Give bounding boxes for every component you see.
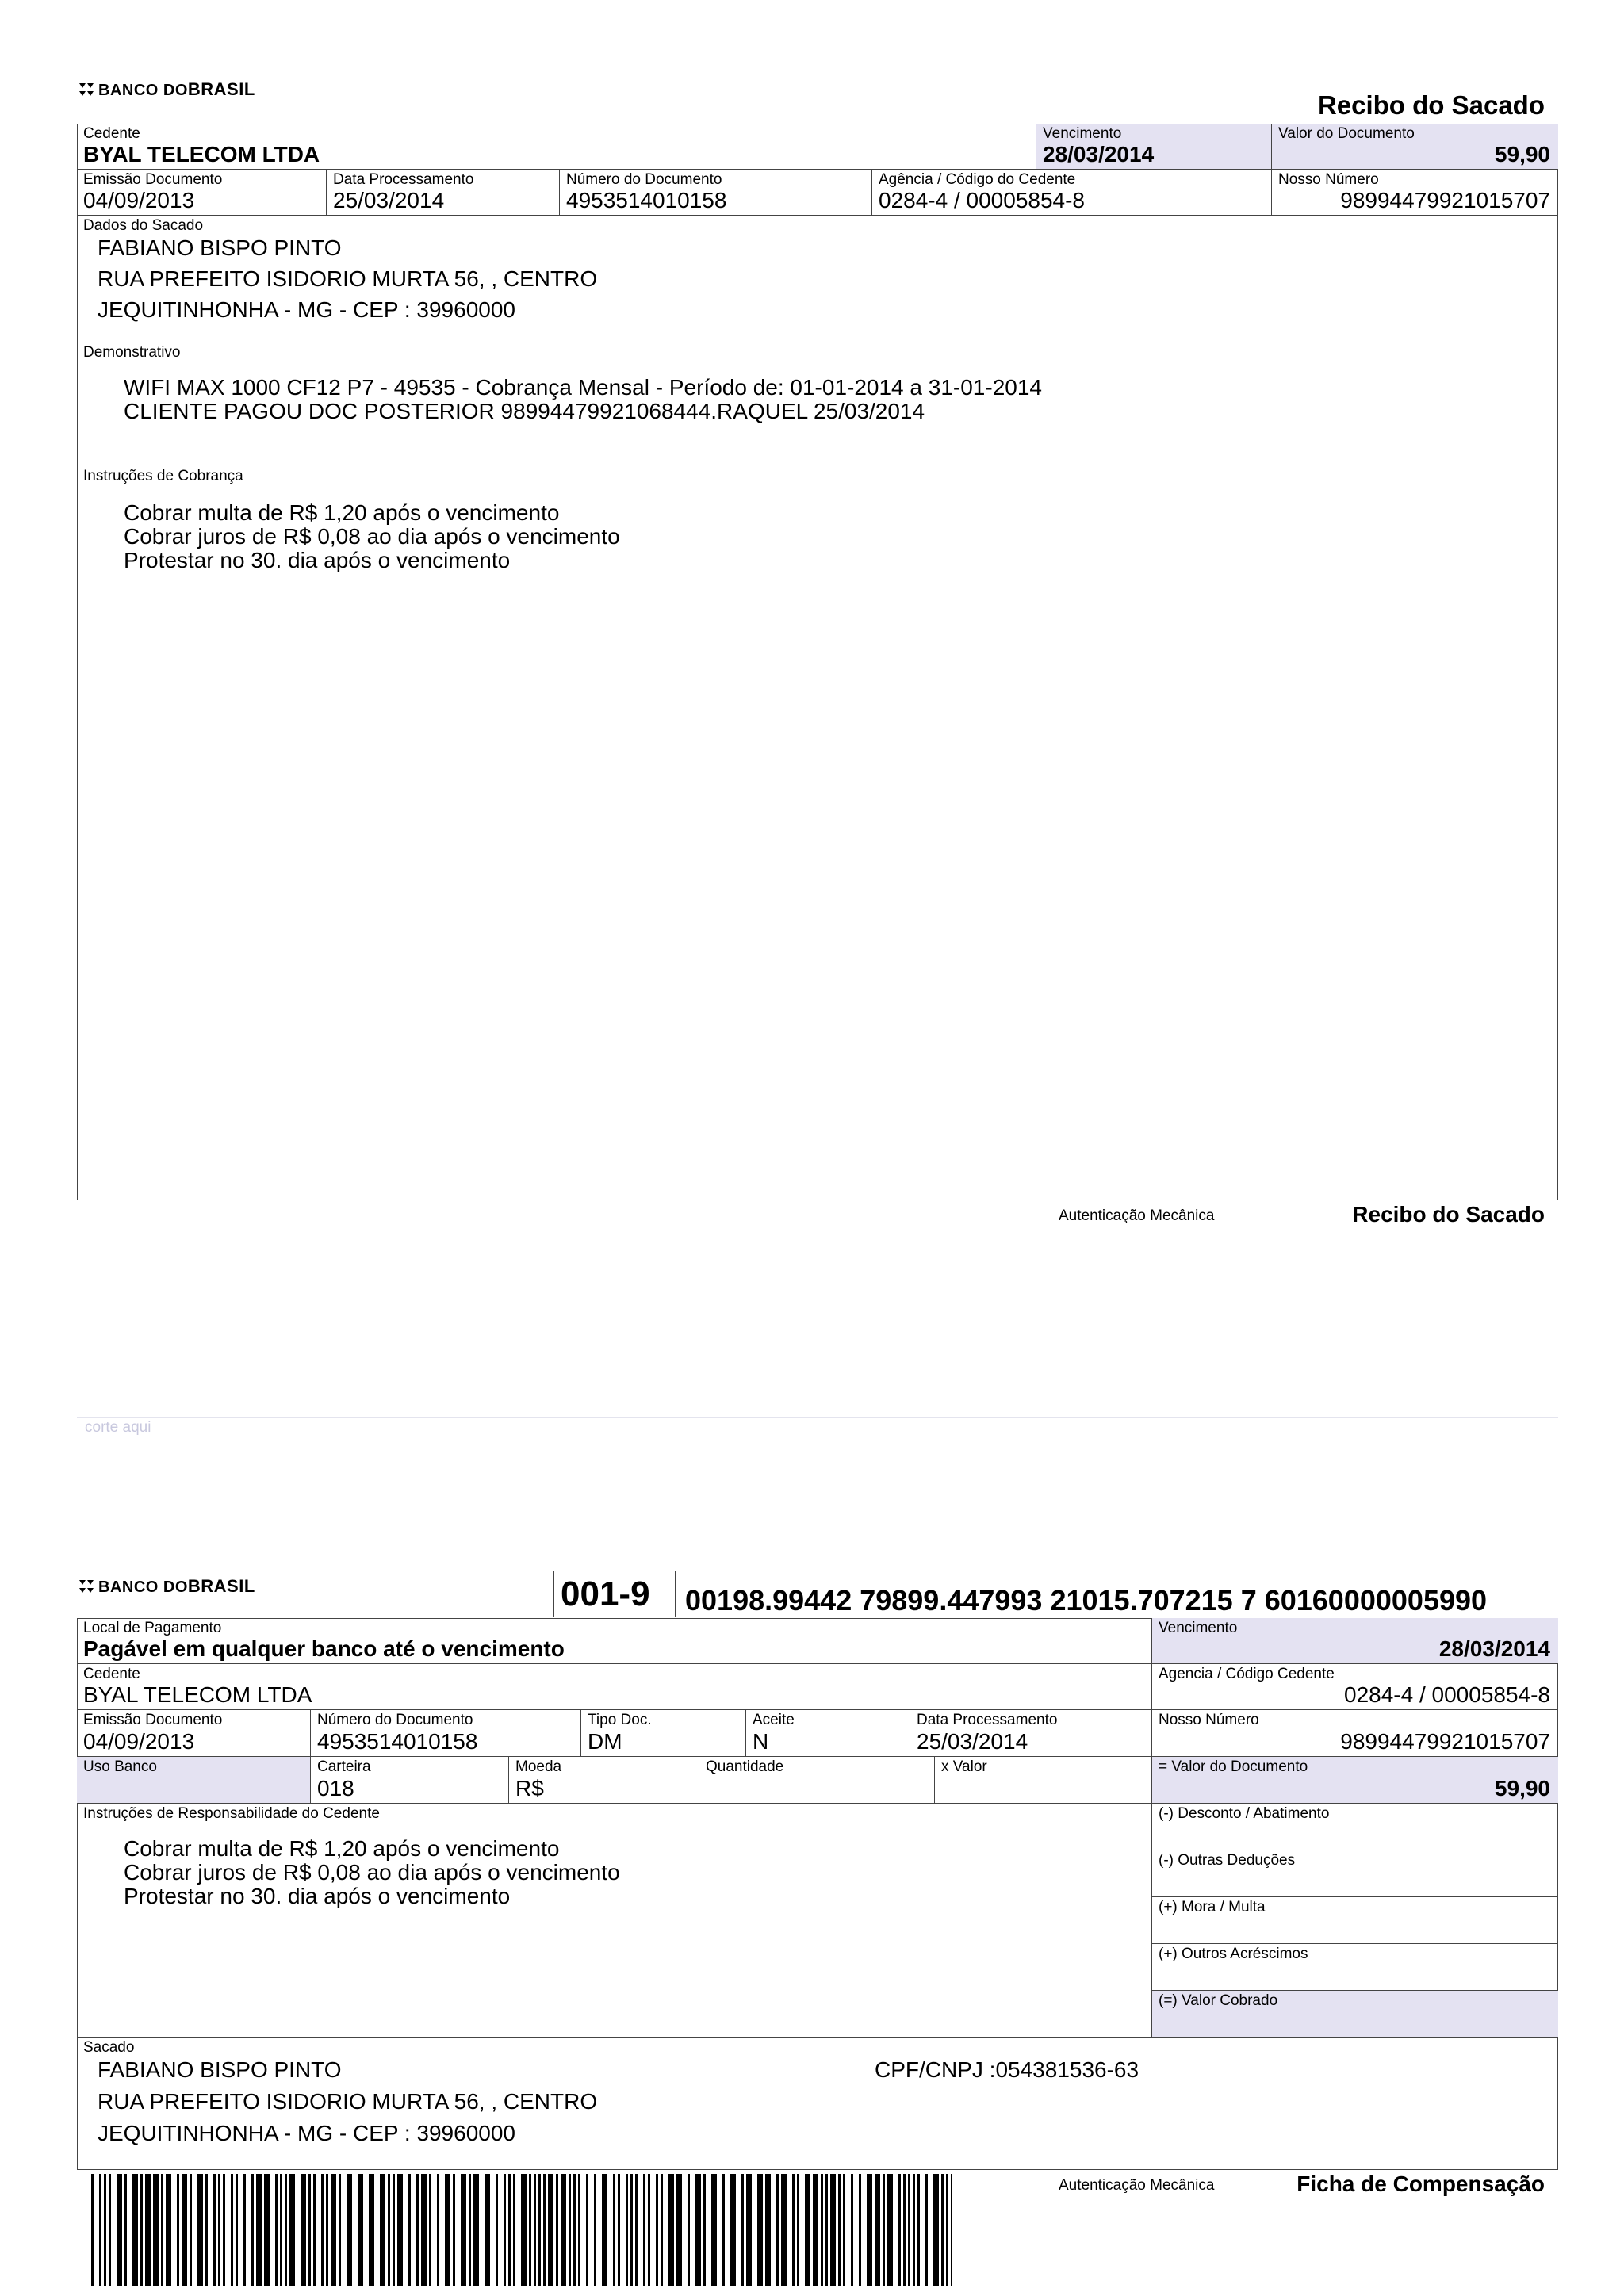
barcode-bar bbox=[843, 2174, 845, 2286]
barcode-bar bbox=[917, 2174, 920, 2286]
agencia-value: 0284-4 / 00005854-8 bbox=[879, 188, 1085, 212]
slip-local-cell bbox=[77, 1618, 1152, 1664]
barcode-bar bbox=[429, 2174, 431, 2286]
instrucao-line: Cobrar multa de R$ 1,20 após o vencimento bbox=[124, 500, 560, 525]
slip-valor-cell bbox=[1152, 1757, 1558, 1804]
barcode-bar bbox=[104, 2174, 106, 2286]
barcode-bar bbox=[941, 2174, 944, 2286]
barcode-bar bbox=[586, 2174, 588, 2286]
barcode-bar bbox=[635, 2174, 638, 2286]
valor-value: 59,90 bbox=[1494, 142, 1550, 166]
slip-nosso-cell bbox=[1152, 1710, 1558, 1757]
bank-name-part1: BANCO DO bbox=[98, 1578, 188, 1596]
cut-label: corte aqui bbox=[85, 1419, 151, 1436]
bank-logo bbox=[78, 79, 255, 100]
barcode-bar bbox=[308, 2174, 311, 2286]
nosso-value: 98994479921015707 bbox=[1340, 188, 1550, 212]
cedente-value: BYAL TELECOM LTDA bbox=[83, 142, 320, 166]
barcode-bar bbox=[538, 2174, 541, 2286]
barcode-bar bbox=[140, 2174, 143, 2286]
processamento-value: 25/03/2014 bbox=[333, 188, 445, 212]
bank-code: 001-9 bbox=[561, 1575, 650, 1613]
barcode-bar bbox=[453, 2174, 455, 2286]
barcode-bar bbox=[569, 2174, 571, 2286]
barcode-bar bbox=[326, 2174, 328, 2286]
barcode-bar bbox=[275, 2174, 278, 2286]
barcode-bar bbox=[397, 2174, 403, 2286]
slip-deducoes-cell bbox=[1152, 1850, 1558, 1897]
barcode-bar bbox=[695, 2174, 701, 2286]
barcode-bar bbox=[867, 2174, 872, 2286]
barcode-bar bbox=[231, 2174, 233, 2286]
receipt-sacado-cell bbox=[77, 216, 1558, 342]
barcode-bar bbox=[630, 2174, 633, 2286]
barcode-bar bbox=[730, 2174, 736, 2286]
barcode-bar bbox=[190, 2174, 192, 2286]
slip-tipo-cell bbox=[581, 1710, 746, 1757]
barcode-bar bbox=[903, 2174, 906, 2286]
slip-cobrado-cell bbox=[1152, 1991, 1558, 2038]
barcode-bar bbox=[177, 2174, 179, 2286]
sacado-label: Dados do Sacado bbox=[83, 217, 204, 234]
processamento-label: Data Processamento bbox=[333, 171, 474, 188]
receipt-agencia-cell bbox=[872, 170, 1272, 216]
barcode-bar bbox=[543, 2174, 546, 2286]
barcode-bar bbox=[218, 2174, 220, 2286]
barcode-bar bbox=[496, 2174, 498, 2286]
slip-moeda-cell bbox=[509, 1757, 699, 1804]
barcode-bar bbox=[676, 2174, 682, 2286]
sacado-city: JEQUITINHONHA - MG - CEP : 39960000 bbox=[98, 2121, 515, 2145]
barcode-bar bbox=[313, 2174, 316, 2286]
barcode-bar bbox=[99, 2174, 102, 2286]
barcode-bar bbox=[445, 2174, 450, 2286]
barcode-bar bbox=[280, 2174, 282, 2286]
cedente-label: Cedente bbox=[83, 125, 140, 142]
sacado-label: Sacado bbox=[83, 2039, 135, 2056]
instrucao-line: Cobrar multa de R$ 1,20 após o vencimento bbox=[124, 1836, 560, 1861]
barcode-bar bbox=[285, 2174, 287, 2286]
sacado-address: RUA PREFEITO ISIDORIO MURTA 56, , CENTRO bbox=[98, 2089, 598, 2114]
xvalor-label: x Valor bbox=[941, 1758, 987, 1775]
slip-xvalor-cell bbox=[935, 1757, 1152, 1804]
barcode-bar bbox=[556, 2174, 558, 2286]
bank-brand-icon bbox=[78, 1578, 95, 1594]
barcode-bar bbox=[124, 2174, 127, 2286]
receipt-cedente-cell bbox=[77, 124, 1036, 170]
slip-quantidade-cell bbox=[699, 1757, 935, 1804]
barcode-bar bbox=[513, 2174, 515, 2286]
slip-mora-cell bbox=[1152, 1897, 1558, 1944]
barcode-bar bbox=[602, 2174, 607, 2286]
processamento-value: 25/03/2014 bbox=[917, 1729, 1028, 1754]
barcode-bar bbox=[797, 2174, 799, 2286]
slip-carteira-cell bbox=[311, 1757, 509, 1804]
barcode-bar bbox=[223, 2174, 225, 2286]
linha-digitavel: 00198.99442 79899.447993 21015.707215 7 60160000005990 bbox=[685, 1584, 1488, 1617]
vencimento-label: Vencimento bbox=[1043, 125, 1122, 142]
barcode-bar bbox=[908, 2174, 910, 2286]
carteira-label: Carteira bbox=[317, 1758, 371, 1775]
barcode-bar bbox=[117, 2174, 122, 2286]
barcode-bar bbox=[851, 2174, 853, 2286]
slip-processamento-cell bbox=[910, 1710, 1152, 1757]
aceite-label: Aceite bbox=[753, 1712, 795, 1728]
vencimento-value: 28/03/2014 bbox=[1043, 142, 1155, 166]
barcode-bar bbox=[792, 2174, 795, 2286]
cedente-label: Cedente bbox=[83, 1666, 140, 1682]
slip-acrescimos-cell bbox=[1152, 1944, 1558, 1991]
barcode-bar bbox=[643, 2174, 645, 2286]
autenticacao-label: Autenticação Mecânica bbox=[1059, 2177, 1215, 2194]
barcode-bar bbox=[437, 2174, 439, 2286]
sacado-name: FABIANO BISPO PINTO bbox=[98, 235, 342, 260]
barcode-bar bbox=[711, 2174, 717, 2286]
receipt-emissao-cell bbox=[77, 170, 327, 216]
slip-instrucoes-cell bbox=[77, 1804, 1152, 2038]
slip-aceite-cell bbox=[746, 1710, 910, 1757]
barcode-bar bbox=[347, 2174, 352, 2286]
sacado-address: RUA PREFEITO ISIDORIO MURTA 56, , CENTRO bbox=[98, 266, 598, 291]
numero-value: 4953514010158 bbox=[566, 188, 727, 212]
barcode-bar bbox=[722, 2174, 725, 2286]
demonstrativo-line: CLIENTE PAGOU DOC POSTERIOR 98994479921068444.RAQUEL 25/03/2014 bbox=[124, 399, 925, 423]
barcode-bar bbox=[289, 2174, 295, 2286]
emissao-value: 04/09/2013 bbox=[83, 188, 195, 212]
autenticacao-label: Autenticação Mecânica bbox=[1059, 1207, 1215, 1224]
barcode-bar bbox=[339, 2174, 341, 2286]
receipt-numero-cell bbox=[560, 170, 872, 216]
barcode-bar bbox=[197, 2174, 203, 2286]
barcode-bar bbox=[132, 2174, 138, 2286]
valor-value: 59,90 bbox=[1494, 1776, 1550, 1800]
barcode-bar bbox=[578, 2174, 580, 2286]
barcode-bar bbox=[388, 2174, 390, 2286]
emissao-label: Emissão Documento bbox=[83, 171, 223, 188]
barcode-bar bbox=[594, 2174, 596, 2286]
barcode-bar bbox=[256, 2174, 262, 2286]
instrucoes-label: Instruções de Responsabilidade do Cedente bbox=[83, 1805, 380, 1822]
nosso-value: 98994479921015707 bbox=[1340, 1729, 1550, 1754]
emissao-value: 04/09/2013 bbox=[83, 1729, 195, 1754]
receipt-valor-cell bbox=[1272, 124, 1558, 170]
emissao-label: Emissão Documento bbox=[83, 1712, 223, 1728]
numero-label: Número do Documento bbox=[317, 1712, 473, 1728]
barcode-bar bbox=[153, 2174, 159, 2286]
uso-label: Uso Banco bbox=[83, 1758, 157, 1775]
bank-name-part2: BRASIL bbox=[187, 1576, 255, 1596]
bank-logo-slip bbox=[78, 1576, 255, 1597]
barcode-bar bbox=[887, 2174, 893, 2286]
barcode-bar bbox=[925, 2174, 928, 2286]
demonstrativo-label: Demonstrativo bbox=[83, 344, 181, 361]
barcode-bar bbox=[951, 2174, 952, 2286]
barcode-bar bbox=[416, 2174, 419, 2286]
barcode-bar bbox=[830, 2174, 836, 2286]
carteira-value: 018 bbox=[317, 1776, 354, 1800]
barcode-bar bbox=[648, 2174, 650, 2286]
barcode-bar bbox=[825, 2174, 828, 2286]
instrucao-line: Protestar no 30. dia após o vencimento bbox=[124, 548, 511, 572]
sacado-city: JEQUITINHONHA - MG - CEP : 39960000 bbox=[98, 297, 515, 322]
instrucao-line: Protestar no 30. dia após o vencimento bbox=[124, 1884, 511, 1908]
tipo-value: DM bbox=[588, 1729, 622, 1754]
barcode-bar bbox=[161, 2174, 163, 2286]
barcode-bar bbox=[548, 2174, 553, 2286]
barcode-bar bbox=[765, 2174, 771, 2286]
barcode-bar bbox=[251, 2174, 254, 2286]
barcode-bar bbox=[485, 2174, 490, 2286]
sacado-cpf: CPF/CNPJ :054381536-63 bbox=[875, 2057, 1139, 2082]
barcode-bar bbox=[618, 2174, 620, 2286]
slip-uso-cell bbox=[77, 1757, 311, 1804]
mora-label: (+) Mora / Multa bbox=[1159, 1899, 1266, 1915]
barcode-bar bbox=[656, 2174, 658, 2286]
barcode-bar bbox=[741, 2174, 744, 2286]
instrucao-line: Cobrar juros de R$ 0,08 ao dia após o vencimento bbox=[124, 524, 620, 549]
barcode-bar bbox=[508, 2174, 511, 2286]
agencia-label: Agência / Código do Cedente bbox=[879, 171, 1076, 188]
slip-cedente-cell bbox=[77, 1664, 1152, 1710]
receipt-footer-title: Recibo do Sacado bbox=[1352, 1202, 1545, 1226]
slip-numero-cell bbox=[311, 1710, 581, 1757]
barcode-bar bbox=[393, 2174, 395, 2286]
barcode-bar bbox=[421, 2174, 427, 2286]
barcode-bar bbox=[561, 2174, 566, 2286]
deducoes-label: (-) Outras Deduções bbox=[1159, 1852, 1296, 1869]
barcode-bar bbox=[805, 2174, 810, 2286]
agencia-label: Agencia / Código Cedente bbox=[1159, 1666, 1335, 1682]
barcode-bar bbox=[859, 2174, 861, 2286]
moeda-label: Moeda bbox=[515, 1758, 562, 1775]
acrescimos-label: (+) Outros Acréscimos bbox=[1159, 1946, 1308, 1962]
cut-line bbox=[77, 1417, 1558, 1418]
barcode-bar bbox=[875, 2174, 880, 2286]
local-label: Local de Pagamento bbox=[83, 1620, 222, 1636]
barcode-bar bbox=[182, 2174, 187, 2286]
slip-sacado-area bbox=[77, 2038, 1558, 2170]
barcode-bar bbox=[703, 2174, 706, 2286]
agencia-value: 0284-4 / 00005854-8 bbox=[1344, 1682, 1550, 1707]
barcode bbox=[91, 2174, 952, 2286]
barcode-bar bbox=[504, 2174, 506, 2286]
barcode-bar bbox=[668, 2174, 674, 2286]
receipt-nosso-cell bbox=[1272, 170, 1558, 216]
code-divider bbox=[675, 1571, 676, 1617]
barcode-bar bbox=[91, 2174, 94, 2286]
barcode-bar bbox=[913, 2174, 915, 2286]
slip-vencimento-cell bbox=[1152, 1618, 1558, 1664]
barcode-bar bbox=[301, 2174, 306, 2286]
valor-label: Valor do Documento bbox=[1278, 125, 1415, 142]
barcode-bar bbox=[109, 2174, 111, 2286]
barcode-bar bbox=[236, 2174, 238, 2286]
barcode-bar bbox=[408, 2174, 411, 2286]
barcode-bar bbox=[821, 2174, 823, 2286]
instrucao-line: Cobrar juros de R$ 0,08 ao dia após o vencimento bbox=[124, 1860, 620, 1885]
cobrado-label: (=) Valor Cobrado bbox=[1159, 1992, 1278, 2009]
barcode-bar bbox=[838, 2174, 841, 2286]
slip-emissao-cell bbox=[77, 1710, 311, 1757]
nosso-label: Nosso Número bbox=[1159, 1712, 1259, 1728]
barcode-bar bbox=[358, 2174, 363, 2286]
barcode-bar bbox=[469, 2174, 471, 2286]
barcode-bar bbox=[757, 2174, 763, 2286]
barcode-bar bbox=[613, 2174, 615, 2286]
moeda-value: R$ bbox=[515, 1776, 544, 1800]
barcode-bar bbox=[776, 2174, 779, 2286]
nosso-label: Nosso Número bbox=[1278, 171, 1379, 188]
desconto-label: (-) Desconto / Abatimento bbox=[1159, 1805, 1330, 1822]
instrucoes-label: Instruções de Cobrança bbox=[83, 468, 243, 484]
barcode-bar bbox=[661, 2174, 663, 2286]
aceite-value: N bbox=[753, 1729, 769, 1754]
barcode-bar bbox=[529, 2174, 531, 2286]
barcode-bar bbox=[243, 2174, 246, 2286]
slip-agencia-cell bbox=[1152, 1664, 1558, 1710]
barcode-bar bbox=[898, 2174, 901, 2286]
code-divider bbox=[553, 1571, 554, 1617]
quantidade-label: Quantidade bbox=[706, 1758, 784, 1775]
valor-label: = Valor do Documento bbox=[1159, 1758, 1308, 1775]
barcode-bar bbox=[331, 2174, 336, 2286]
barcode-bar bbox=[205, 2174, 208, 2286]
barcode-bar bbox=[688, 2174, 690, 2286]
processamento-label: Data Processamento bbox=[917, 1712, 1058, 1728]
barcode-bar bbox=[213, 2174, 216, 2286]
slip-desconto-cell bbox=[1152, 1804, 1558, 1850]
bank-name-part2: BRASIL bbox=[187, 79, 255, 99]
cedente-value: BYAL TELECOM LTDA bbox=[83, 1682, 312, 1707]
local-value: Pagável em qualquer banco até o vencimento bbox=[83, 1636, 565, 1661]
barcode-bar bbox=[534, 2174, 536, 2286]
barcode-bar bbox=[166, 2174, 171, 2286]
numero-label: Número do Documento bbox=[566, 171, 722, 188]
barcode-bar bbox=[946, 2174, 948, 2286]
barcode-bar bbox=[813, 2174, 818, 2286]
numero-value: 4953514010158 bbox=[317, 1729, 478, 1754]
barcode-bar bbox=[145, 2174, 151, 2286]
barcode-bar bbox=[473, 2174, 479, 2286]
bank-brand-icon bbox=[78, 82, 95, 98]
receipt-processamento-cell bbox=[327, 170, 560, 216]
tipo-label: Tipo Doc. bbox=[588, 1712, 652, 1728]
barcode-bar bbox=[369, 2174, 374, 2286]
barcode-bar bbox=[746, 2174, 752, 2286]
barcode-bar bbox=[321, 2174, 324, 2286]
barcode-bar bbox=[573, 2174, 576, 2286]
barcode-bar bbox=[521, 2174, 527, 2286]
bank-name-part1: BANCO DO bbox=[98, 82, 188, 99]
sacado-name: FABIANO BISPO PINTO bbox=[98, 2057, 342, 2082]
ficha-title: Ficha de Compensação bbox=[1297, 2172, 1545, 2196]
receipt-title: Recibo do Sacado bbox=[1317, 90, 1545, 120]
vencimento-value: 28/03/2014 bbox=[1438, 1636, 1550, 1661]
receipt-vencimento-cell bbox=[1036, 124, 1272, 170]
barcode-bar bbox=[380, 2174, 385, 2286]
barcode-bar bbox=[461, 2174, 466, 2286]
barcode-bar bbox=[933, 2174, 939, 2286]
vencimento-label: Vencimento bbox=[1159, 1620, 1238, 1636]
barcode-bar bbox=[264, 2174, 270, 2286]
barcode-bar bbox=[626, 2174, 628, 2286]
barcode-bar bbox=[781, 2174, 787, 2286]
demonstrativo-line: WIFI MAX 1000 CF12 P7 - 49535 - Cobrança Mensal - Período de: 01-01-2014 a 31-01-2014 bbox=[124, 375, 1042, 400]
barcode-bar bbox=[883, 2174, 885, 2286]
